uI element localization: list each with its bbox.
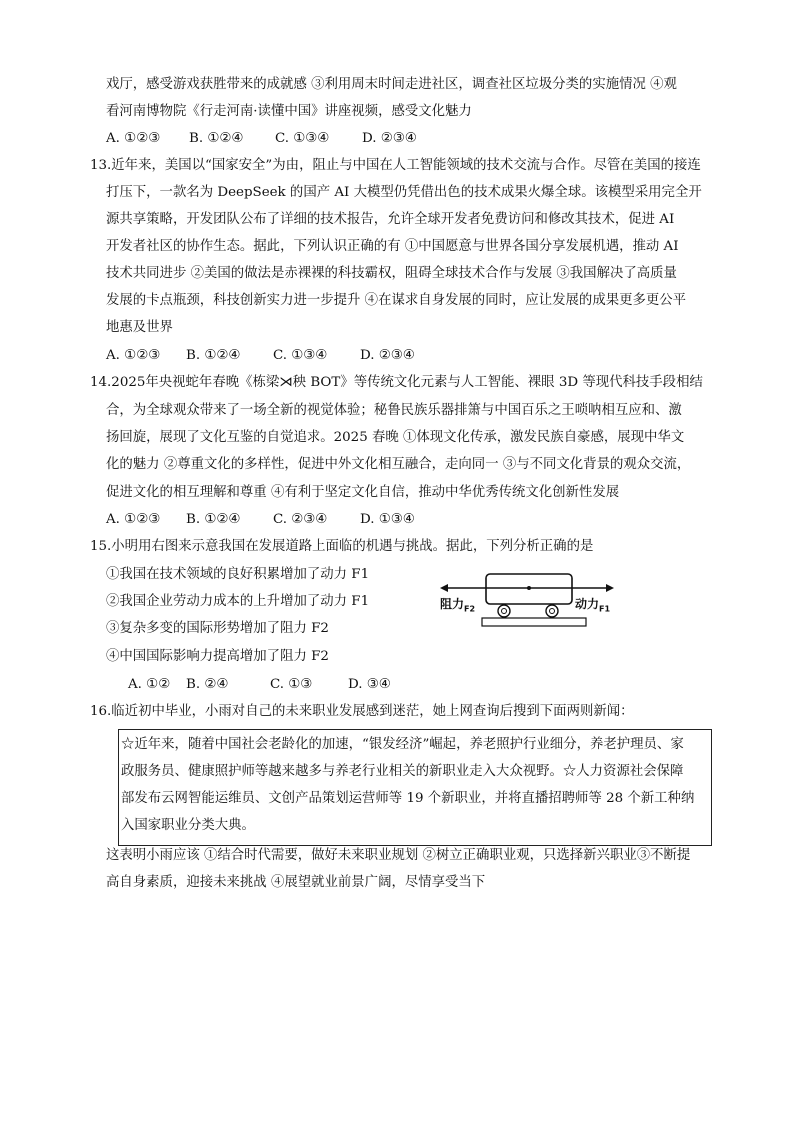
option-b: B. ②④ bbox=[186, 677, 229, 692]
option-a: A. ①②③ bbox=[106, 348, 161, 363]
q15-options bbox=[128, 676, 391, 694]
option-c: C. ①③④ bbox=[275, 131, 330, 146]
driving-force-label: 动力$_{F1}$ bbox=[575, 597, 611, 614]
option-c: C. ①③ bbox=[270, 677, 313, 692]
force-diagram bbox=[438, 566, 616, 632]
option-c: C. ①③④ bbox=[273, 348, 328, 363]
q12-options bbox=[106, 130, 417, 148]
news-line-4: 入国家职业分类大典。 bbox=[121, 818, 255, 833]
q14-line-4: 化的魅力 ②尊重文化的多样性，促进中外文化相互融合，走向同一 ③与不同文化背景的观众交流， bbox=[106, 457, 691, 472]
news-line-2: 政服务员、健康照护师等越来越多与养老行业相关的新职业走入大众视野。☆人力资源社会保障 bbox=[121, 764, 684, 779]
q13-line-1: 13.近年来，美国以“国家安全”为由，阻止与中国在人工智能领域的技术交流与合作。尽管在美国的接连 bbox=[90, 158, 701, 173]
q13-line-7: 地惠及世界 bbox=[106, 320, 173, 335]
q13-line-5: 技术共同进步 ②美国的做法是赤裸裸的科技霸权，阻碍全球技术合作与发展 ③我国解决了高质量 bbox=[106, 266, 677, 281]
option-a: A. ①②③ bbox=[106, 512, 161, 527]
q13-line-6: 发展的卡点瓶颈，科技创新实力进一步提升 ④在谋求自身发展的同时，应让发展的成果更多更公平 bbox=[106, 293, 687, 308]
option-d: D. ③④ bbox=[348, 677, 391, 692]
q15-item-3: ③复杂多变的国际形势增加了阻力 F2 bbox=[106, 621, 329, 636]
q13-line-4: 开发者社区的协作生态。据此，下列认识正确的有 ①中国愿意与世界各国分享发展机遇，推动 AI bbox=[106, 239, 679, 254]
q14-line-2: 合，为全球观众带来了一场全新的视觉体验；秘鲁民族乐器排箫与中国百乐之王唢呐相互应和、激 bbox=[106, 403, 682, 418]
q13-options bbox=[106, 347, 415, 365]
q16-after-line-2: 高自身素质，迎接未来挑战 ④展望就业前景广阔，尽情享受当下 bbox=[106, 875, 486, 890]
q15-item-1: ①我国在技术领域的良好积累增加了动力 F1 bbox=[106, 567, 370, 582]
q16-stem: 16.临近初中毕业，小雨对自己的未来职业发展感到迷茫，她上网查询后搜到下面两则新闻： bbox=[90, 704, 634, 719]
q15-item-2: ②我国企业劳动力成本的上升增加了动力 F1 bbox=[106, 594, 370, 609]
q15-item-4: ④中国国际影响力提高增加了阻力 F2 bbox=[106, 649, 329, 664]
q15-stem: 15.小明用右图来示意我国在发展道路上面临的机遇与挑战。据此，下列分析正确的是 bbox=[90, 539, 594, 554]
option-b: B. ①②④ bbox=[186, 348, 241, 363]
q16-after-line-1: 这表明小雨应该 ①结合时代需要，做好未来职业规划 ②树立正确职业观，只选择新兴职业③不断提 bbox=[106, 848, 691, 863]
option-c: C. ②③④ bbox=[273, 512, 328, 527]
news-line-1: ☆近年来，随着中国社会老龄化的加速，“银发经济”崛起，养老照护行业细分，养老护理员、家 bbox=[121, 737, 684, 752]
resistance-label: 阻力$_{F2}$ bbox=[440, 597, 476, 614]
q12-line-2: 看河南博物院《行走河南·读懂中国》讲座视频，感受文化魅力 bbox=[106, 104, 472, 119]
q13-line-3: 源共享策略，开发团队公布了详细的技术报告，允许全球开发者免费访问和修改其技术，促进 AI bbox=[106, 212, 675, 227]
option-a: A. ①② bbox=[128, 677, 171, 692]
option-b: B. ①②④ bbox=[186, 512, 241, 527]
q14-options bbox=[106, 511, 415, 529]
q14-line-3: 扬回旋，展现了文化互鉴的自觉追求。2025 春晚 ①体现文化传承，激发民族自豪感，展现中华文 bbox=[106, 430, 685, 445]
news-line-3: 部发布云网智能运维员、文创产品策划运营师等 19 个新职业，并将直播招聘师等 28 个新工种纳 bbox=[121, 791, 695, 806]
option-a: A. ①②③ bbox=[106, 131, 161, 146]
q14-line-5: 促进文化的相互理解和尊重 ④有利于坚定文化自信，推动中华优秀传统文化创新性发展 bbox=[106, 485, 620, 500]
option-b: B. ①②④ bbox=[189, 131, 244, 146]
q14-line-1: 14.2025年央视蛇年春晚《栋梁⋊秧 BOT》等传统文化元素与人工智能、裸眼 3D 等现代科技手段相结 bbox=[90, 375, 703, 390]
q13-line-2: 打压下，一款名为 DeepSeek 的国产 AI 大模型仍凭借出色的技术成果火爆全球。该模型采用完全开 bbox=[106, 185, 702, 200]
option-d: D. ②③④ bbox=[360, 348, 415, 363]
option-d: D. ①③④ bbox=[360, 512, 415, 527]
option-d: D. ②③④ bbox=[362, 131, 417, 146]
q12-line-1: 戏厅，感受游戏获胜带来的成就感 ③利用周末时间走进社区，调查社区垃圾分类的实施情况 ④观 bbox=[106, 77, 677, 92]
